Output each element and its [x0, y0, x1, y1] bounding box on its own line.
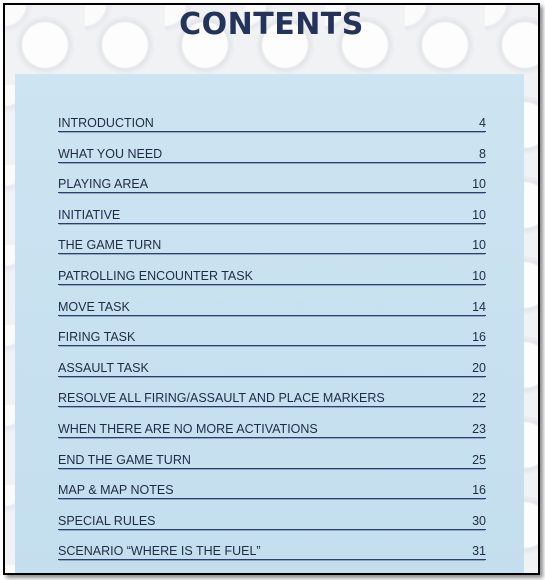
toc-entry[interactable] [58, 355, 486, 377]
contents-panel [15, 74, 524, 575]
toc-entry-page: 16 [472, 483, 486, 498]
toc-entry-page: 25 [472, 452, 486, 467]
toc-entry-page: 4 [479, 116, 486, 130]
toc-entry[interactable] [58, 447, 486, 469]
toc-entry-title: END THE GAME TURN [58, 452, 191, 467]
toc-entry[interactable] [58, 232, 486, 254]
toc-entry[interactable] [58, 416, 486, 438]
toc-entry[interactable] [58, 110, 486, 132]
toc-entry-title: PATROLLING ENCOUNTER TASK [58, 268, 253, 283]
toc-entry-title: MAP & MAP NOTES [58, 483, 174, 498]
toc-entry[interactable] [58, 202, 486, 224]
toc-entry-page: 16 [472, 330, 486, 345]
toc-entry-page: 31 [472, 544, 486, 559]
toc-entry-page: 14 [472, 299, 486, 314]
toc-entry-page: 22 [472, 391, 486, 406]
toc-entry-title: INTRODUCTION [58, 116, 154, 130]
page-title: CONTENTS [179, 7, 364, 42]
toc-entry-title: ASSAULT TASK [58, 360, 149, 375]
toc-entry-title: FIRING TASK [58, 330, 136, 345]
toc-entry-title: WHEN THERE ARE NO MORE ACTIVATIONS [58, 421, 318, 436]
toc-entry[interactable] [58, 508, 486, 530]
toc-entry-page: 20 [472, 360, 486, 375]
toc-entry[interactable] [58, 324, 486, 346]
toc-entry[interactable] [58, 294, 486, 316]
toc-entry-page: 8 [479, 146, 486, 161]
toc-entry-page: 10 [472, 177, 486, 192]
toc-entry-page: 10 [472, 238, 486, 253]
toc-entry-title: WHAT YOU NEED [58, 146, 163, 161]
contents-page [3, 3, 540, 575]
toc-entry[interactable] [58, 141, 486, 163]
toc-entry[interactable] [58, 171, 486, 193]
toc-entry[interactable] [58, 538, 486, 560]
toc-entry-page: 30 [472, 513, 486, 528]
toc-entry-title: INITIATIVE [58, 207, 121, 222]
toc-entry-title: SPECIAL RULES [58, 513, 156, 528]
toc-entry-page: 23 [472, 421, 486, 436]
toc-entry-page: 10 [472, 207, 486, 222]
toc-entry[interactable] [58, 477, 486, 499]
toc-entry[interactable] [58, 385, 486, 407]
toc-entry-title: SCENARIO “WHERE IS THE FUEL” [58, 544, 261, 559]
toc-entry-page: 10 [472, 268, 486, 283]
toc-entry-title: MOVE TASK [58, 299, 130, 314]
toc-entry[interactable] [58, 263, 486, 285]
toc-entry-title: RESOLVE ALL FIRING/ASSAULT AND PLACE MARKERS [58, 391, 385, 406]
toc-entry-title: PLAYING AREA [58, 177, 149, 192]
toc-entry-title: THE GAME TURN [58, 238, 162, 253]
table-of-contents [58, 110, 486, 569]
